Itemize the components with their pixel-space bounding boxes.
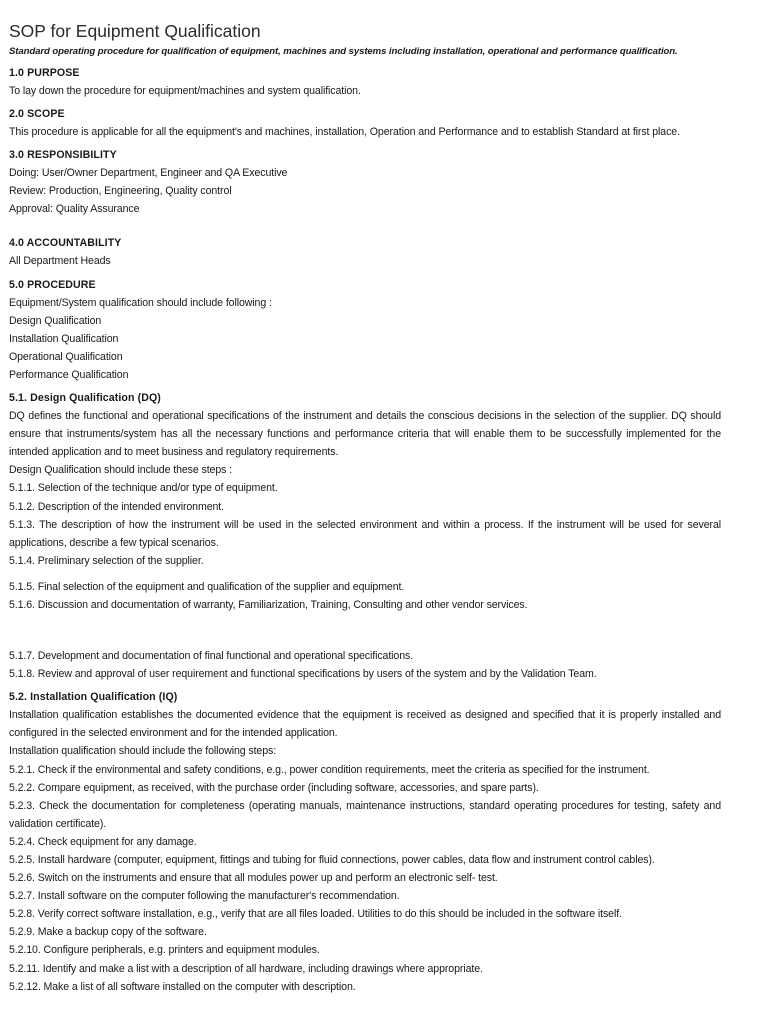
procedure-item: Installation Qualification <box>9 332 119 345</box>
responsibility-line: Approval: Quality Assurance <box>9 203 140 216</box>
iq-step: 5.2.10. Configure peripherals, e.g. printers and equipment modules. <box>9 944 320 957</box>
accountability-text: All Department Heads <box>9 255 111 268</box>
dq-step: 5.1.5. Final selection of the equipment and qualification of the supplier and equipment. <box>9 580 405 593</box>
dq-step: 5.1.2. Description of the intended environment. <box>9 500 224 513</box>
iq-step: 5.2.2. Compare equipment, as received, with the purchase order (including software, accessories, and spare parts). <box>9 781 539 794</box>
scope-heading: 2.0 SCOPE <box>9 108 65 121</box>
responsibility-line: Doing: User/Owner Department, Engineer and QA Executive <box>9 167 288 180</box>
iq-step: 5.2.12. Make a list of all software installed on the computer with description. <box>9 980 356 993</box>
iq-step: 5.2.9. Make a backup copy of the software. <box>9 926 207 939</box>
iq-step: 5.2.6. Switch on the instruments and ensure that all modules power up and perform an electronic self- test. <box>9 872 498 885</box>
purpose-heading: 1.0 PURPOSE <box>9 67 80 79</box>
iq-paragraph: Installation qualification establishes the documented evidence that the equipment is received as designed and specified that it is properly installed and configured in the selected environment and for the intended application. <box>9 709 721 740</box>
dq-paragraph: DQ defines the functional and operational specifications of the instrument and details the conscious decisions in the selection of the supplier. DQ should ensure that instruments/system has all the necessary functions and performance criteria that will enable them to be successfully implemented for the intended application and to meet business and regulatory requirements. <box>9 410 721 459</box>
dq-heading: 5.1. Design Qualification (DQ) <box>9 392 161 405</box>
document-page <box>9 20 721 996</box>
iq-step: 5.2.8. Verify correct software installation, e.g., verify that are all files loaded. Utilities to do this should be included in the software itself. <box>9 908 622 921</box>
iq-step: 5.2.1. Check if the environmental and safety conditions, e.g., power condition requirements, meet the criteria as specified for the instrument. <box>9 763 650 776</box>
iq-step: 5.2.4. Check equipment for any damage. <box>9 835 197 848</box>
scope-text: This procedure is applicable for all the equipment's and machines, installation, Operation and Performance and to establish Standard at first place. <box>9 126 680 139</box>
responsibility-heading: 3.0 RESPONSIBILITY <box>9 149 117 162</box>
purpose-text: To lay down the procedure for equipment/machines and system qualification. <box>9 85 361 97</box>
dq-step: 5.1.8. Review and approval of user requirement and functional specifications by users of the system and by the Validation Team. <box>9 668 597 681</box>
procedure-heading: 5.0 PROCEDURE <box>9 278 96 291</box>
dq-step: 5.1.6. Discussion and documentation of warranty, Familiarization, Training, Consulting and other vendor services. <box>9 598 528 611</box>
dq-intro: Design Qualification should include these steps : <box>9 464 233 477</box>
procedure-item: Operational Qualification <box>9 350 123 363</box>
iq-step: 5.2.5. Install hardware (computer, equipment, fittings and tubing for fluid connections, power cables, data flow and instrument control cables). <box>9 854 655 866</box>
dq-step: 5.1.4. Preliminary selection of the supplier. <box>9 554 204 567</box>
iq-step: 5.2.11. Identify and make a list with a description of all hardware, including drawings where appropriate. <box>9 962 483 975</box>
accountability-heading: 4.0 ACCOUNTABILITY <box>9 237 122 250</box>
page-title: SOP for Equipment Qualification <box>9 21 261 41</box>
procedure-item: Design Qualification <box>9 314 102 327</box>
document-subtitle: Standard operating procedure for qualification of equipment, machines and systems including installation, operational and performance qualification. <box>9 46 678 57</box>
iq-step: 5.2.3. Check the documentation for completeness (operating manuals, maintenance instructions, standard operating procedures for testing, safety and validation certificate). <box>9 799 721 830</box>
iq-step: 5.2.7. Install software on the computer following the manufacturer's recommendation. <box>9 890 400 903</box>
iq-heading: 5.2. Installation Qualification (IQ) <box>9 691 178 704</box>
dq-step: 5.1.1. Selection of the technique and/or type of equipment. <box>9 482 278 495</box>
responsibility-line: Review: Production, Engineering, Quality control <box>9 185 232 198</box>
iq-intro: Installation qualification should include the following steps: <box>9 745 277 758</box>
dq-step: 5.1.7. Development and documentation of final functional and operational specifications. <box>9 650 414 663</box>
procedure-item: Performance Qualification <box>9 368 129 381</box>
dq-step: 5.1.3. The description of how the instrument will be used in the selected environment and within a process. If the instrument will be used for several applications, describe a few typical scenarios. <box>9 518 721 549</box>
procedure-intro: Equipment/System qualification should include following : <box>9 296 272 309</box>
